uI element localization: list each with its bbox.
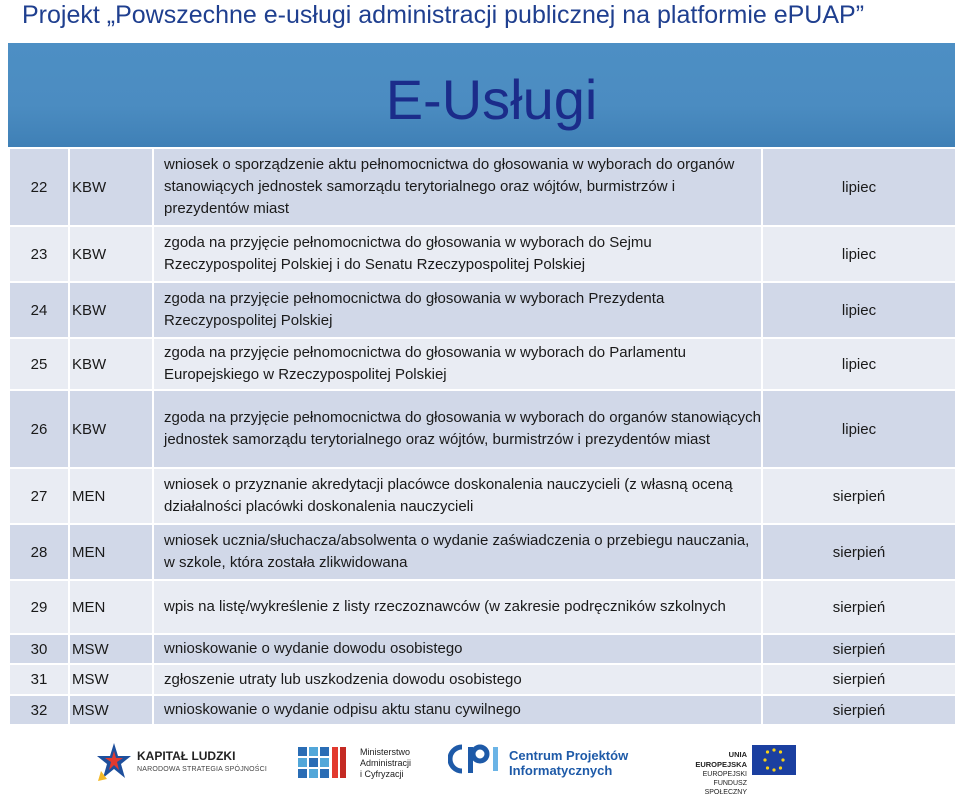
cpi-line: Informatycznych [509,763,613,778]
table-row [9,664,956,695]
table-row [9,390,956,468]
row-month: lipiec [762,390,956,468]
row-ministry: MSW [69,634,153,664]
row-number: 24 [9,282,69,338]
row-ministry: KBW [69,338,153,390]
row-ministry: KBW [69,282,153,338]
row-ministry: MEN [69,524,153,580]
row-number: 29 [9,580,69,634]
row-number: 27 [9,468,69,524]
kapital-ludzki-logo-icon [95,741,133,783]
eu-line: FUNDUSZ SPOŁECZNY [704,780,747,796]
row-number: 23 [9,226,69,282]
row-month: lipiec [762,338,956,390]
ministerstwo-line: Administracji [360,758,412,768]
row-description: wnioskowanie o wydanie odpisu aktu stanu cywilnego [153,695,762,725]
row-description: wpis na listę/wykreślenie z listy rzeczoznawców (w zakresie podręczników szkolnych [153,580,762,634]
row-number: 31 [9,664,69,695]
row-description: wnioskowanie o wydanie dowodu osobistego [153,634,762,664]
table-row [9,524,956,580]
row-description: zgoda na przyjęcie pełnomocnictwa do głosowania w wyborach do organów stanowiących jednostek samorządu terytorialnego oraz wójtów, burmistrzów i prezydentów miast [153,390,762,468]
slide-title: E-Usługi [385,68,598,131]
row-description: wniosek o przyznanie akredytacji placówce doskonalenia nauczycieli (z własną oceną działalności placówki doskonalenia nauczycieli [153,468,762,524]
row-month: sierpień [762,524,956,580]
services-table [8,147,957,726]
table-row [9,695,956,725]
ministerstwo-label [360,747,411,780]
row-month: sierpień [762,580,956,634]
row-month: lipiec [762,148,956,226]
table-row [9,634,956,664]
ministerstwo-logo-icon [298,745,356,779]
row-description: zgoda na przyjęcie pełnomocnictwa do głosowania w wyborach do Sejmu Rzeczypospolitej Polskiej i do Senatu Rzeczypospolitej Polskiej [153,226,762,282]
row-month: lipiec [762,226,956,282]
kapital-ludzki-label: KAPITAŁ LUDZKI [137,749,236,763]
row-number: 25 [9,338,69,390]
row-ministry: MSW [69,695,153,725]
table-row [9,148,956,226]
row-description: wniosek ucznia/słuchacza/absolwenta o wydanie zaświadczenia o przebiegu nauczania, w szkole, która została zlikwidowana [153,524,762,580]
row-number: 30 [9,634,69,664]
table-row [9,468,956,524]
eu-label [685,750,747,797]
kapital-ludzki-subtitle: NARODOWA STRATEGIA SPÓJNOŚCI [137,766,268,773]
row-month: sierpień [762,695,956,725]
table-row [9,226,956,282]
row-month: sierpień [762,468,956,524]
row-month: sierpień [762,634,956,664]
ministerstwo-line: i Cyfryzacji [360,769,404,779]
row-ministry: MSW [69,664,153,695]
row-description: wniosek o sporządzenie aktu pełnomocnictwa do głosowania w wyborach do organów stanowiących jednostek samorządu terytorialnego oraz wójtów, burmistrzów i prezydentów miast [153,148,762,226]
row-description: zgłoszenie utraty lub uszkodzenia dowodu osobistego [153,664,762,695]
project-title: Projekt „Powszechne e-usługi administracji publicznej na platformie ePUAP” [22,1,865,29]
row-month: sierpień [762,664,956,695]
eu-line: EUROPEJSKI [702,771,747,778]
ministerstwo-line: Ministerstwo [360,747,411,757]
row-ministry: MEN [69,468,153,524]
row-description: zgoda na przyjęcie pełnomocnictwa do głosowania w wyborach Prezydenta Rzeczypospolitej Polskiej [153,282,762,338]
cpi-line: Centrum Projektów [509,748,629,763]
row-ministry: KBW [69,148,153,226]
row-month: lipiec [762,282,956,338]
table-row [9,338,956,390]
row-number: 28 [9,524,69,580]
row-description: zgoda na przyjęcie pełnomocnictwa do głosowania w wyborach do Parlamentu Europejskiego w Rzeczypospolitej Polskiej [153,338,762,390]
row-number: 22 [9,148,69,226]
eu-line: UNIA EUROPEJSKA [695,750,747,769]
row-ministry: KBW [69,390,153,468]
table-row [9,580,956,634]
table-row [9,282,956,338]
row-number: 32 [9,695,69,725]
cpi-logo-icon [448,743,506,777]
row-number: 26 [9,390,69,468]
row-ministry: MEN [69,580,153,634]
eu-flag-icon [752,745,796,775]
row-ministry: KBW [69,226,153,282]
cpi-label [509,748,628,778]
